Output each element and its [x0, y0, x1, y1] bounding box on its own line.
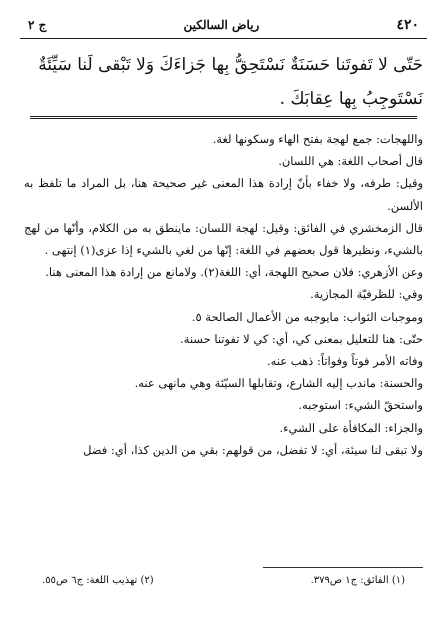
paragraph: والحسنة: ماندب إليه الشارع، وتقابلها السيّئة وهي مانهى عنه.	[134, 376, 423, 391]
paragraph: وفي: للظرفيّة المجازية.	[310, 287, 423, 302]
footnotes	[24, 575, 423, 586]
footnote-1: (١) الفائق: ج١ ص٣٧٩.	[310, 575, 405, 586]
footnote-divider	[263, 567, 423, 568]
paragraph: والجزاء: المكافأة على الشيء.	[279, 420, 423, 435]
verse-line-1: حَتّى لا تَفوتَنا حَسَنَةٌ نَسْتَحِقُّ بِها جَزاءَكَ وَلا تَبْقى لَنا سَيِّئَةٌ	[38, 55, 423, 75]
paragraph: قال أصحاب اللغة: هي اللسان.	[278, 154, 423, 169]
paragraph: قال الزمخشري في الفائق: وقيل: لهجة اللسان: ماينطق به من الكلام، وأنّها من لهج بالشيء، ونظيرها قول بعضهم في اللغة: إنّها من لغي بالشيء إذا عزى(١) إنتهى .	[24, 220, 423, 258]
verse-line-2: نَسْتَوجِبُ بِها عِقابَكَ .	[279, 89, 423, 109]
paragraph: وقيل: طرفه، ولا خفاء بأنّ إرادة هذا المعنى غير صحيحة هنا، بل المراد ما تلفظ به الألسن.	[24, 176, 423, 213]
paragraph: واللهجات: جمع لهجة بفتح الهاء وسكونها لغة.	[212, 132, 423, 146]
page-header	[20, 14, 427, 36]
paragraph: واستحقّ الشيء: استوجبه.	[298, 398, 423, 413]
prayer-verse	[24, 48, 423, 116]
page-number: ٤٢٠	[396, 17, 419, 33]
header-divider	[20, 38, 427, 39]
verse-divider	[30, 116, 417, 121]
volume-label: ج ٢	[28, 18, 47, 32]
paragraph: وموجبات الثواب: مايوجبه من الأعمال الصالحة ٥.	[191, 309, 423, 324]
paragraph: حتّى: هنا للتعليل بمعنى كي، أي: كي لا تفوتنا حسنة.	[180, 331, 423, 346]
footnote-2: (٢) تهذيب اللغة: ج٦ ص٥٥.	[42, 575, 154, 586]
paragraph: ولا تبقى لنا سيئة، أي: لا تفضل، من قولهم: بقي من الدين كذا، أي: فضل	[83, 442, 423, 457]
commentary-body	[24, 128, 423, 461]
paragraph: وفاته الأمر فوتاً وفواتاً: ذهب عنه.	[267, 354, 423, 369]
book-title: رياض السالكين	[183, 18, 260, 32]
paragraph: وعن الأزهري: فلان صحيح اللهجة، أي: اللغة(٢). ولامانع من إرادة هذا المعنى هنا.	[45, 265, 423, 280]
